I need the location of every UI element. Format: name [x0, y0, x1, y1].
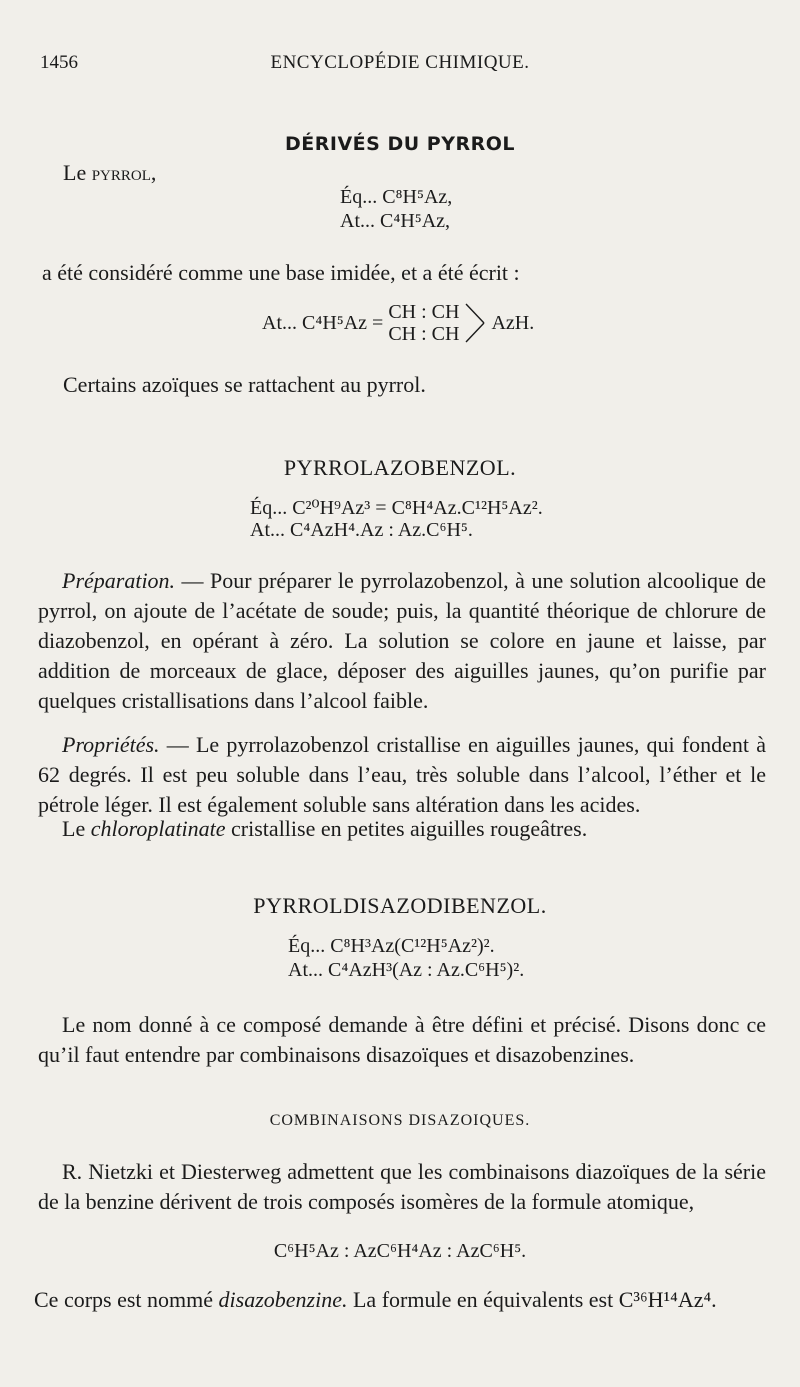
pyrrolazobenzol-title: PYRROLAZOBENZOL. — [283, 455, 517, 480]
pyrrol-label-name: pyrrol, — [91, 160, 157, 185]
struct-fraction — [388, 301, 459, 345]
atomic-formula: C⁶H⁵Az : AzC⁶H⁴Az : AzC⁶H⁵. — [273, 1240, 527, 1262]
chloro-pre: Le — [62, 816, 91, 841]
preparation-text: — Pour préparer le pyrrolazobenzol, à une solution alcoolique de pyrrol, on ajoute de l’acétate de soude; puis, la quantité théorique de chlorure de diazobenzol, en opérant à zéro. La solution se colore en jaune et laisse, par addition de morceaux de glace, déposer des aiguilles jaunes, qu’on purifie par quelques cristallisations dans l’alcool faible. — [38, 568, 766, 713]
nietzki-paragraph — [38, 1157, 766, 1217]
nietzki-text: R. Nietzki et Diesterweg admettent que les combinaisons diazoïques de la série de la benzine dérivent de trois composés isomères de la formule atomique, — [38, 1159, 766, 1214]
bracket-lines-icon — [464, 300, 486, 346]
page-number: 1456 — [40, 52, 78, 73]
properties-text: — Le pyrrolazobenzol cristallise en aiguilles jaunes, qui fondent à 62 degrés. Il est peu soluble dans l’eau, très soluble dans l’alcool, l’éther et le pétrole léger. Il est également soluble sans altération dans les acides. — [38, 732, 766, 817]
pyrrolazobenzol-at: At... C⁴AzH⁴.Az : Az.C⁶H⁵. — [250, 519, 473, 541]
pyrroldisazodibenzol-at: At... C⁴AzH³(Az : Az.C⁶H⁵)². — [288, 959, 525, 981]
disazoiques-title: COMBINAISONS DISAZOIQUES. — [269, 1112, 531, 1129]
pyrroldisazodibenzol-title: PYRROLDISAZODIBENZOL. — [253, 893, 547, 918]
imide-sentence: a été considéré comme une base imidée, et a été écrit : — [42, 260, 520, 285]
struct-prefix: At... C⁴H⁵Az = — [262, 312, 384, 334]
section-title: DÉRIVÉS DU PYRROL — [285, 133, 515, 155]
disazobenzine-post: La formule en équivalents est C³⁶H¹⁴Az⁴. — [347, 1287, 717, 1312]
struct-bottom: CH : CH — [388, 323, 460, 345]
disazobenzine-pre: Ce corps est nommé — [34, 1287, 219, 1312]
preparation-paragraph — [38, 566, 766, 716]
properties-label: Propriétés. — [62, 732, 160, 757]
pyrrol-structural-formula — [262, 300, 534, 346]
pyrrol-at-formula: At... C⁴H⁵Az, — [340, 210, 451, 232]
chloro-post: cristallise en petites aiguilles rougeâtres. — [225, 816, 588, 841]
azo-sentence: Certains azoïques se rattachent au pyrrol. — [63, 372, 426, 397]
chloroplatinate-paragraph — [38, 814, 766, 844]
pyrroldisazodibenzol-eq: Éq... C⁸H³Az(C¹²H⁵Az²)². — [288, 935, 495, 957]
running-title: ENCYCLOPÉDIE CHIMIQUE. — [270, 52, 530, 73]
chloro-term: chloroplatinate — [90, 816, 226, 841]
pyrrol-label-le: Le — [63, 160, 87, 185]
pyrrol-label — [63, 160, 156, 186]
pyrrol-eq-formula: Éq... C⁸H⁵Az, — [340, 186, 453, 208]
struct-suffix: AzH. — [491, 312, 535, 334]
preparation-label: Préparation. — [62, 568, 176, 593]
properties-paragraph — [38, 730, 766, 820]
struct-top: CH : CH — [388, 301, 460, 323]
definition-paragraph — [38, 1010, 766, 1070]
pyrrolazobenzol-eq: Éq... C²⁰H⁹Az³ = C⁸H⁴Az.C¹²H⁵Az². — [250, 497, 543, 519]
disazobenzine-term: disazobenzine. — [218, 1287, 348, 1312]
disazobenzine-paragraph — [34, 1285, 774, 1315]
definition-text: Le nom donné à ce composé demande à être défini et précisé. Disons donc ce qu’il faut entendre par combinaisons disazoïques et disazobenzines. — [38, 1012, 766, 1067]
